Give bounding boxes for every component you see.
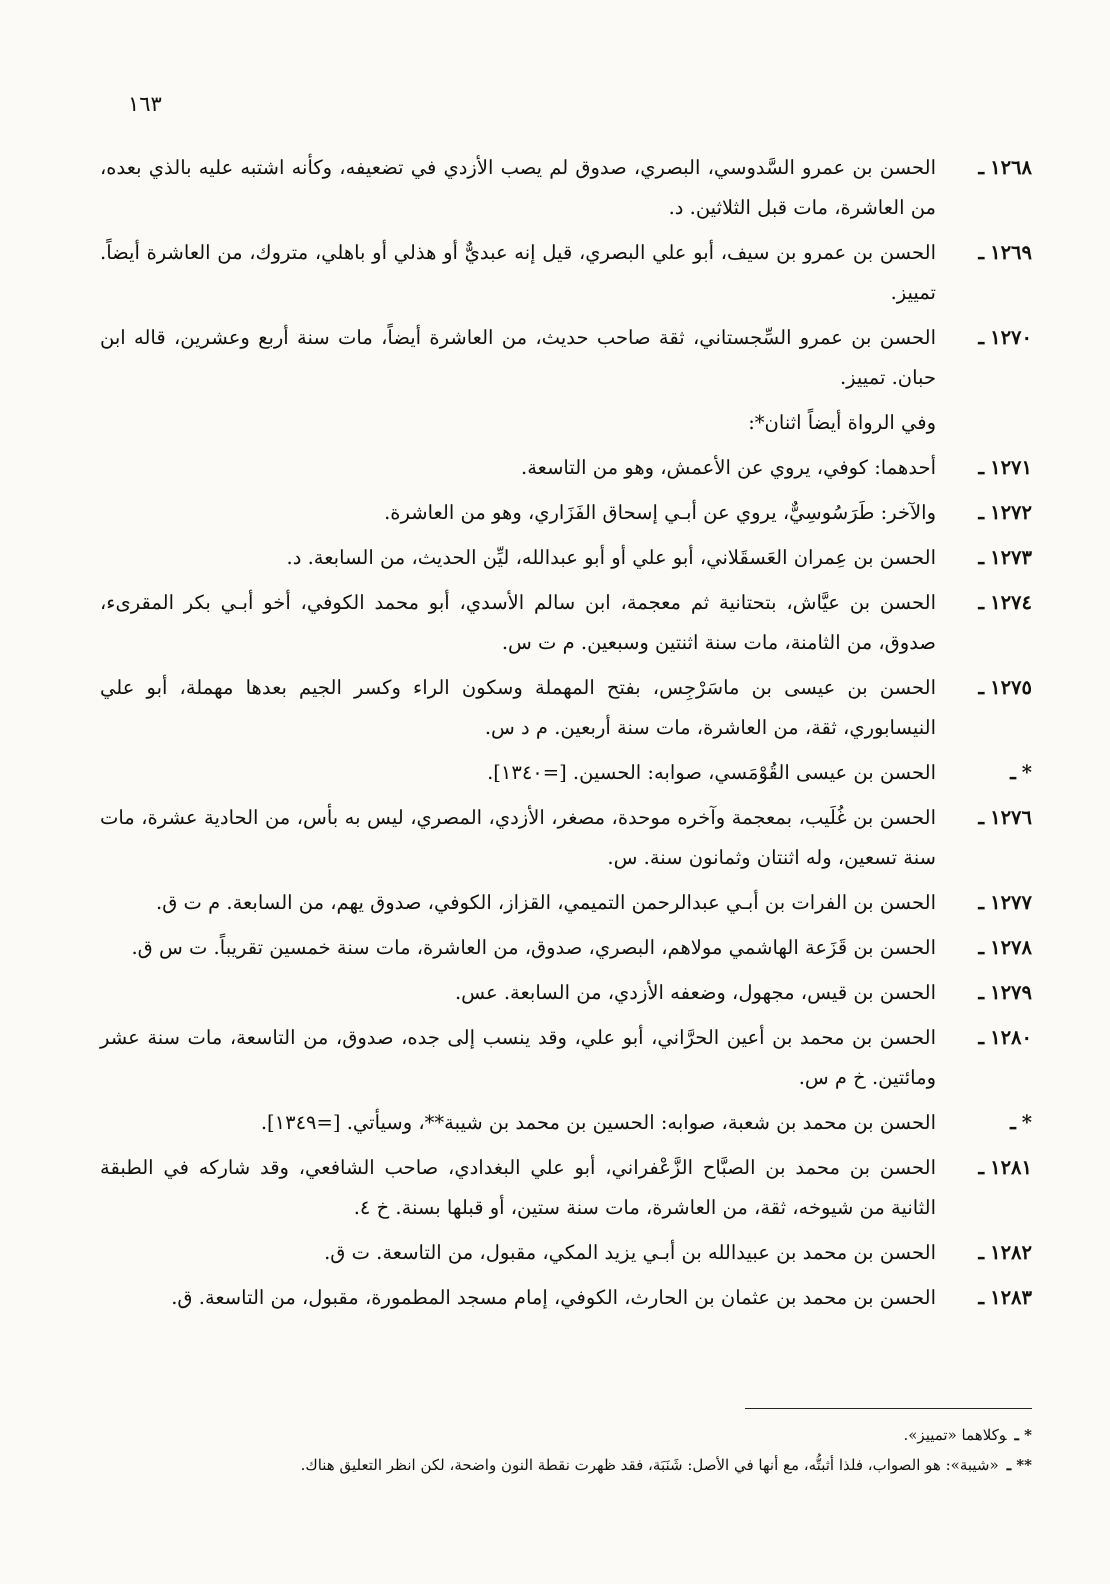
entry-marker — [978, 583, 1032, 623]
entry-text: الحسن بن الفرات بن أبـي عبدالرحمن التميمي، القزاز، الكوفي، صدوق يهم، من السابعة. م ت ق. — [156, 891, 936, 914]
entry-number: ١٢٨٠ — [990, 1026, 1032, 1049]
cross-reference-entry — [100, 753, 1032, 793]
entry-text: الحسن بن عمرو بن سيف، أبو علي البصري، قيل إنه عبديٌّ أو هذلي أو باهلي، متروك، من العاشرة أيضاً. تمييز. — [100, 241, 936, 304]
entry-number: ١٢٧٦ — [990, 806, 1032, 829]
narrator-entry — [100, 1233, 1032, 1273]
entry-text: الحسن بن محمد بن الصبَّاح الزَّعْفراني، أبو علي البغدادي، صاحب الشافعي، وقد شاركه في الطبقة الثانية من شيوخه، ثقة، من العاشرة، مات سنة ستين، أو قبلها بسنة. خ ٤. — [100, 1156, 936, 1219]
narrator-entry — [100, 973, 1032, 1013]
footnote-marker: * ـ — [1014, 1426, 1032, 1444]
entry-marker — [978, 668, 1032, 708]
entry-dash: ـ — [978, 1286, 985, 1309]
entry-dash: ـ — [1010, 761, 1016, 784]
narrator-entry — [100, 1278, 1032, 1318]
entry-dash: ـ — [978, 546, 985, 569]
entry-marker — [978, 148, 1032, 188]
entry-dash: ـ — [978, 241, 985, 264]
entry-text: الحسن بن عيَّاش، بتحتانية ثم معجمة، ابن سالم الأسدي، أبو محمد الكوفي، أخو أبـي بكر المقرىء، صدوق، من الثامنة، مات سنة اثنتين وسبعين. م ت س. — [100, 591, 936, 654]
narrator-entry — [100, 448, 1032, 488]
entry-number: ١٢٨٢ — [990, 1241, 1032, 1264]
entry-marker — [1010, 753, 1032, 793]
entry-text: الحسن بن عمرو السِّجستاني، ثقة صاحب حديث، من العاشرة أيضاً، مات سنة أربع وعشرين، قاله ابن حبان. تمييز. — [100, 326, 936, 389]
entry-marker — [978, 318, 1032, 358]
entry-number: ١٢٨٣ — [990, 1286, 1032, 1309]
entry-text: الحسن بن عيسى بن ماسَرْجِس، بفتح المهملة وسكون الراء وكسر الجيم بعدها مهملة، أبو علي النيسابوري، ثقة، من العاشرة، مات سنة أربعين. م د س. — [100, 676, 936, 739]
entry-dash: ـ — [978, 1156, 985, 1179]
entry-text: الحسن بن قَزَعة الهاشمي مولاهم، البصري، صدوق، من العاشرة، مات سنة خمسين تقريباً. ت س ق. — [131, 936, 936, 959]
entry-number: ١٢٧٣ — [990, 546, 1032, 569]
entry-dash: ـ — [978, 936, 985, 959]
entry-number: ١٢٧١ — [990, 456, 1032, 479]
entry-number: ١٢٧٥ — [990, 676, 1032, 699]
entry-text: الحسن بن محمد بن عثمان بن الحارث، الكوفي، إمام مسجد المطمورة، مقبول، من التاسعة. ق. — [171, 1286, 936, 1309]
entries-list — [100, 148, 1032, 1323]
entry-marker — [978, 1148, 1032, 1188]
narrator-entry — [100, 148, 1032, 228]
entry-number: ١٢٧٨ — [990, 936, 1032, 959]
entry-marker — [1010, 1103, 1032, 1143]
narrator-entry — [100, 1018, 1032, 1098]
narrator-entry — [100, 538, 1032, 578]
entry-text: الحسن بن محمد بن عبيدالله بن أبـي يزيد المكي، مقبول، من التاسعة. ت ق. — [324, 1241, 936, 1264]
entry-text: الحسن بن قيس، مجهول، وضعفه الأزدي، من السابعة. عس. — [454, 981, 936, 1004]
entry-number: ١٢٨١ — [990, 1156, 1032, 1179]
entry-dash: ـ — [978, 326, 985, 349]
narrator-entry — [100, 668, 1032, 748]
narrator-entry — [100, 583, 1032, 663]
entry-marker — [978, 928, 1032, 968]
narrator-entry — [100, 928, 1032, 968]
footnote — [100, 1420, 1032, 1450]
entry-text: الحسن بن عمرو السَّدوسي، البصري، صدوق لم يصب الأزدي في تضعيفه، وكأنه اشتبه عليه بالذي بعده، من العاشرة، مات قبل الثلاثين. د. — [100, 156, 936, 219]
entry-text: الحسن بن عِمران العَسقَلاني، أبو علي أو أبو عبدالله، ليِّن الحديث، من السابعة. د. — [286, 546, 936, 569]
entry-number: ١٢٧٢ — [990, 501, 1032, 524]
entry-marker — [978, 798, 1032, 838]
footnote-marker: ** ـ — [1006, 1456, 1032, 1474]
entry-marker — [978, 1018, 1032, 1058]
entries-top — [100, 148, 1032, 398]
entry-text: الحسن بن محمد بن شعبة، صوابه: الحسين بن محمد بن شيبة**، وسيأتي. [=١٣٤٩]. — [260, 1111, 936, 1134]
narrator-entry — [100, 798, 1032, 878]
entry-text: والآخر: طَرَسُوسِيٌّ، يروي عن أبـي إسحاق الفَزَاري، وهو من العاشرة. — [384, 501, 936, 524]
entry-dash: ـ — [978, 806, 985, 829]
entries-bottom — [100, 448, 1032, 1318]
intro-line: وفي الرواة أيضاً اثنان*: — [748, 411, 936, 434]
entry-dash: ـ — [978, 501, 985, 524]
narrator-entry — [100, 318, 1032, 398]
entry-text: الحسن بن عيسى القُوْمَسي، صوابه: الحسين. [=١٣٤٠]. — [487, 761, 936, 784]
entry-dash: ـ — [978, 1241, 985, 1264]
entry-text: الحسن بن محمد بن أعين الحرَّاني، أبو علي، وقد ينسب إلى جده، صدوق، من التاسعة، مات سنة عشر ومائتين. خ م س. — [100, 1026, 936, 1089]
entry-text: أحدهما: كوفي، يروي عن الأعمش، وهو من التاسعة. — [521, 456, 936, 479]
entry-dash: ـ — [978, 676, 985, 699]
entry-number: ١٢٦٨ — [990, 156, 1032, 179]
entry-marker — [978, 233, 1032, 273]
entry-number: * — [1021, 761, 1032, 784]
entry-dash: ـ — [978, 156, 985, 179]
entry-text: الحسن بن غُلَيب، بمعجمة وآخره موحدة، مصغر، الأزدي، المصري، ليس به بأس، من الحادية عشرة، مات سنة تسعين، وله اثنتان وثمانون سنة. س. — [100, 806, 936, 869]
entry-number: ١٢٧٠ — [990, 326, 1032, 349]
entry-dash: ـ — [978, 981, 985, 1004]
entry-number: ١٢٧٩ — [990, 981, 1032, 1004]
cross-reference-entry — [100, 1103, 1032, 1143]
entry-marker — [978, 538, 1032, 578]
entry-dash: ـ — [978, 891, 985, 914]
entry-marker — [978, 1278, 1032, 1318]
entry-dash: ـ — [978, 456, 985, 479]
entry-dash: ـ — [1010, 1111, 1016, 1134]
narrator-entry — [100, 1148, 1032, 1228]
entry-marker — [978, 493, 1032, 533]
entry-marker — [978, 448, 1032, 488]
entry-dash: ـ — [978, 591, 985, 614]
footnote-divider — [745, 1408, 1032, 1409]
entry-number: ١٢٧٧ — [990, 891, 1032, 914]
entry-number: * — [1021, 1111, 1032, 1134]
entry-number: ١٢٧٤ — [990, 591, 1032, 614]
entry-number: ١٢٦٩ — [990, 241, 1032, 264]
entry-marker — [978, 973, 1032, 1013]
entry-marker — [978, 1233, 1032, 1273]
narrator-entry — [100, 493, 1032, 533]
footnote-text: وكلاهما «تمييز». — [903, 1426, 1007, 1444]
page-number: ١٦٣ — [128, 92, 162, 116]
footnote-text: «شيبة»: هو الصواب، فلذا أثبتُّه، مع أنها في الأصل: شَنَبَة، فقد ظهرت نقطة النون واضحة، لكن انظر التعليق هناك. — [300, 1456, 999, 1474]
footnotes — [100, 1420, 1032, 1480]
narrator-entry — [100, 233, 1032, 313]
entry-dash: ـ — [978, 1026, 985, 1049]
narrator-entry — [100, 883, 1032, 923]
entry-marker — [978, 883, 1032, 923]
footnote — [100, 1450, 1032, 1480]
